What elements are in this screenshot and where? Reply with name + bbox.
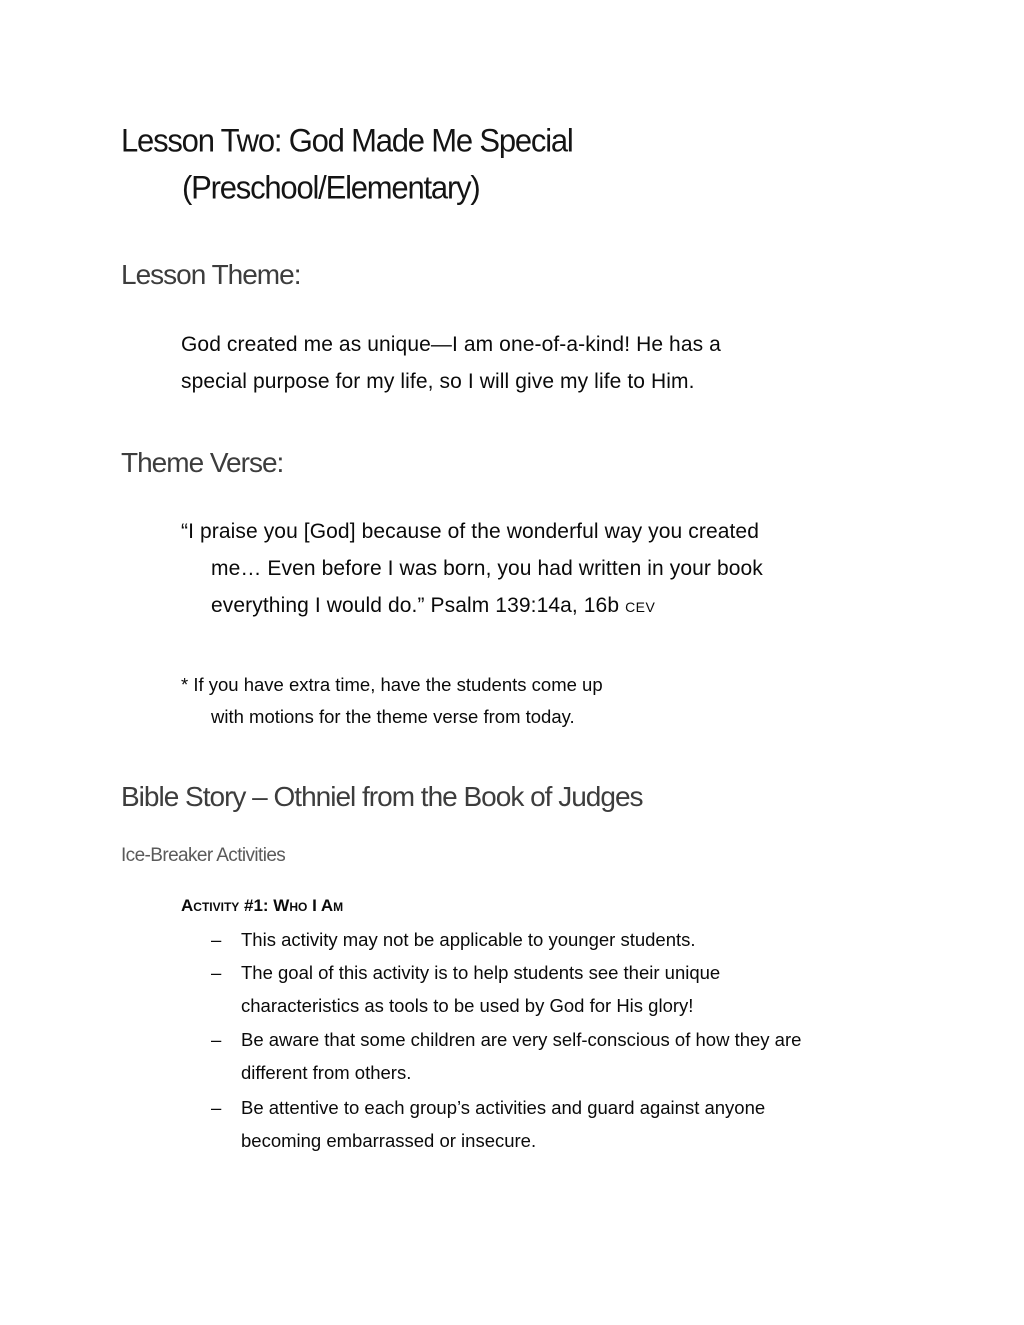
theme-verse-text-line-1: “I praise you [God] because of the wonderful way you created	[181, 520, 759, 543]
lesson-theme-heading: Lesson Theme:	[121, 259, 301, 290]
theme-verse-text-line-2: me… Even before I was born, you had written in your book	[211, 557, 763, 580]
bible-story-heading: Bible Story – Othniel from the Book of Judges	[121, 781, 643, 812]
theme-verse-text: everything I would do.” Psalm 139:14a, 16b	[211, 594, 620, 617]
list-item-2-marker: –	[211, 962, 222, 983]
lesson-theme-text-line-1: God created me as unique—I am one-of-a-kind! He has a	[181, 333, 721, 356]
page-title-line-2: (Preschool/Elementary)	[182, 169, 480, 206]
list-item-1-line-1: This activity may not be applicable to younger students.	[241, 929, 696, 950]
list-item-1-marker: –	[211, 929, 222, 950]
note-line-2: with motions for the theme verse from today.	[211, 706, 575, 727]
bible-version: CEV	[625, 599, 656, 615]
list-item-4-line-1: Be attentive to each group’s activities and guard against anyone	[241, 1097, 766, 1118]
list-item-3-line-2: different from others.	[241, 1062, 412, 1083]
activity-title: Activity #1: Who I Am	[181, 896, 344, 915]
ice-breaker-heading: Ice-Breaker Activities	[121, 845, 286, 866]
list-item-2-line-2: characteristics as tools to be used by God for His glory!	[241, 995, 694, 1016]
theme-verse-heading: Theme Verse:	[121, 447, 284, 478]
list-item-3-marker: –	[211, 1029, 222, 1050]
lesson-theme-text-line-2: special purpose for my life, so I will give my life to Him.	[181, 370, 695, 393]
theme-verse-text-line-3	[211, 594, 655, 618]
note-line-1: * If you have extra time, have the students come up	[181, 674, 603, 695]
list-item-3-line-1: Be aware that some children are very self-conscious of how they are	[241, 1029, 802, 1050]
list-item-4-marker: –	[211, 1097, 222, 1118]
page-title-line-1: Lesson Two: God Made Me Special	[121, 122, 573, 159]
list-item-4-line-2: becoming embarrassed or insecure.	[241, 1130, 537, 1151]
list-item-2-line-1: The goal of this activity is to help students see their unique	[241, 962, 721, 983]
